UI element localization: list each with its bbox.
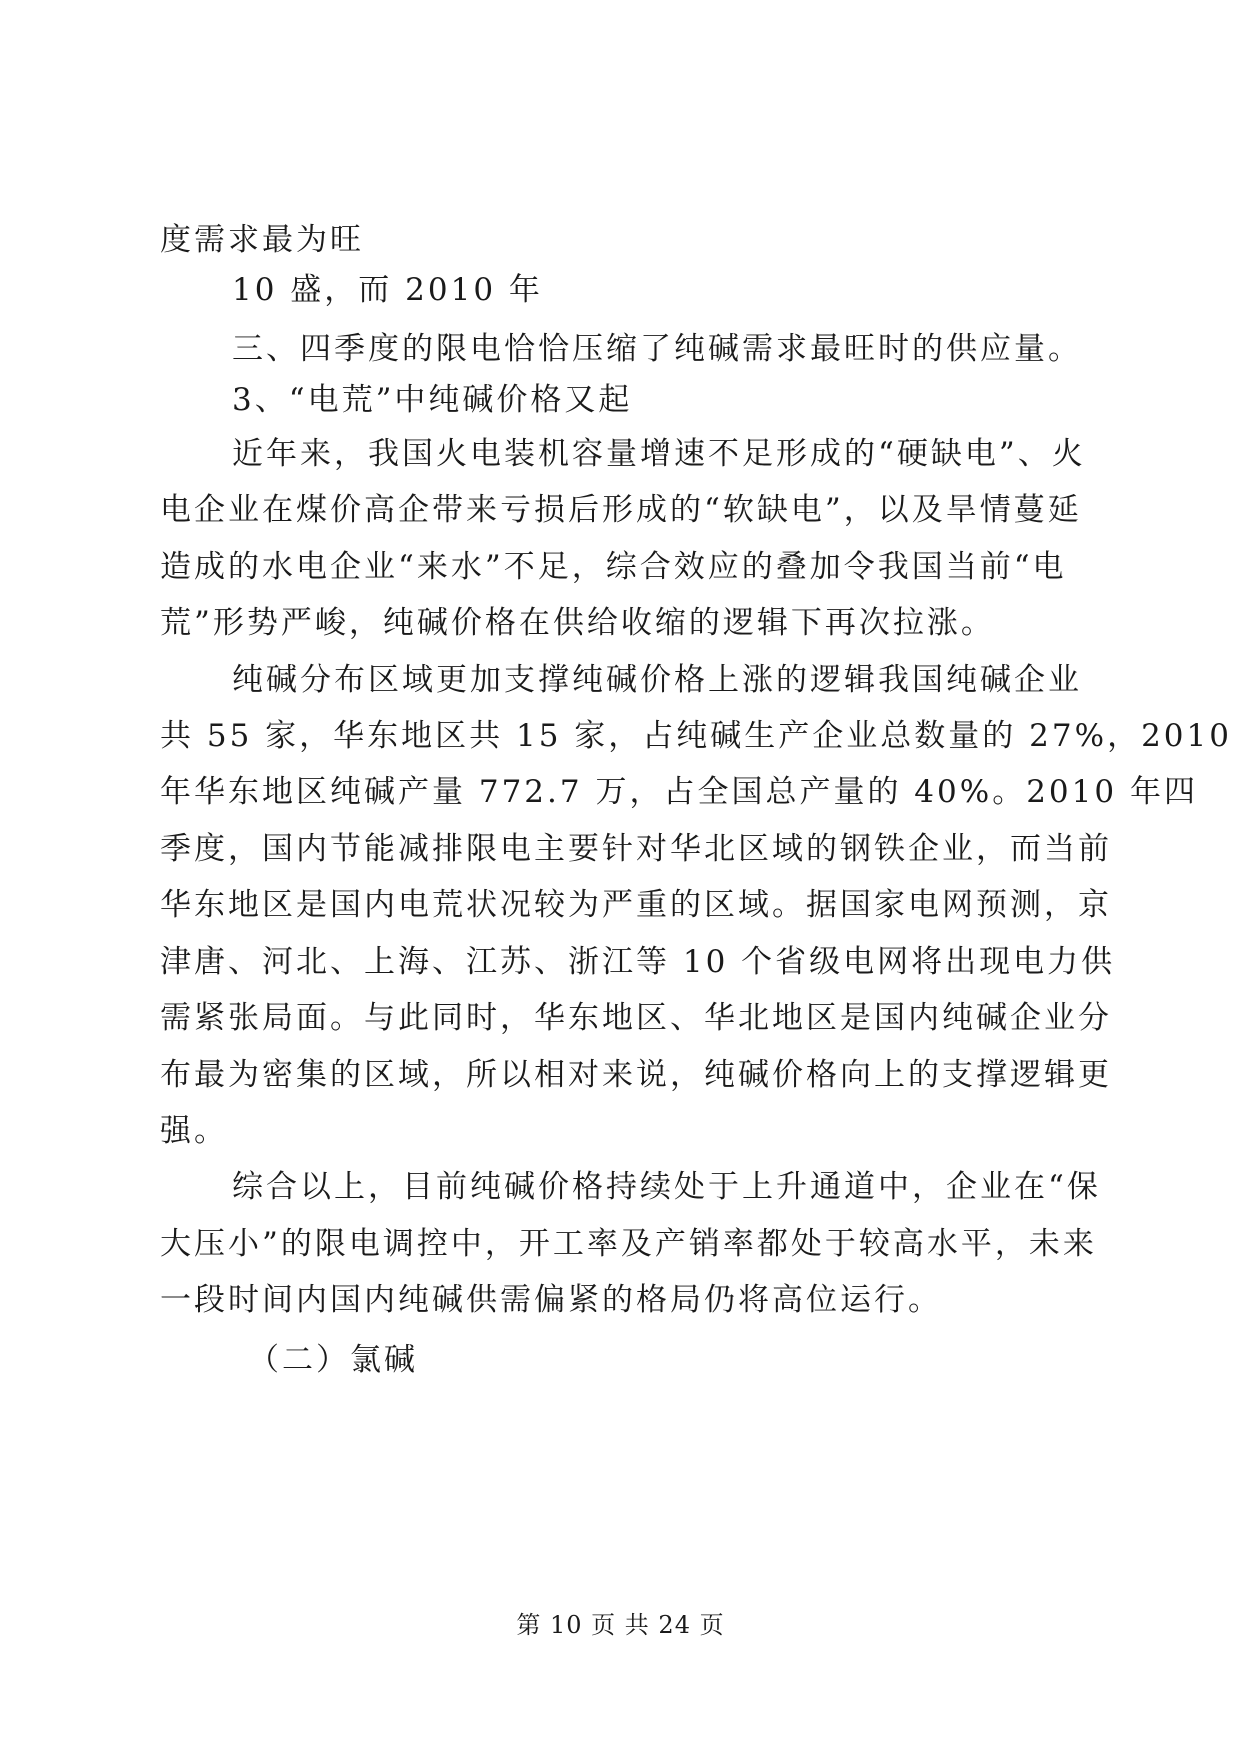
paragraph-line: 一段时间内国内纯碱供需偏紧的格局仍将高位运行。 bbox=[160, 1282, 942, 1318]
paragraph-line: 强。 bbox=[160, 1113, 228, 1149]
paragraph-line: 荒”形势严峻，纯碱价格在供给收缩的逻辑下再次拉涨。 bbox=[160, 605, 995, 641]
paragraph-line: 共 55 家，华东地区共 15 家，占纯碱生产企业总数量的 27%，2010 bbox=[160, 718, 1232, 754]
paragraph-line: 综合以上，目前纯碱价格持续处于上升通道中，企业在“保 bbox=[232, 1169, 1101, 1205]
paragraph-line: 需紧张局面。与此同时，华东地区、华北地区是国内纯碱企业分 bbox=[160, 1000, 1112, 1036]
page-number-footer: 第 10 页 共 24 页 bbox=[516, 1611, 725, 1639]
paragraph-line: 华东地区是国内电荒状况较为严重的区域。据国家电网预测，京 bbox=[160, 887, 1112, 923]
paragraph-line: 季度，国内节能减排限电主要针对华北区域的钢铁企业，而当前 bbox=[160, 831, 1112, 867]
paragraph-line: 纯碱分布区域更加支撑纯碱价格上涨的逻辑我国纯碱企业 bbox=[232, 662, 1082, 698]
paragraph-line: 大压小”的限电调控中，开工率及产销率都处于较高水平，未来 bbox=[160, 1226, 1097, 1262]
paragraph-line: 度需求最为旺 bbox=[160, 222, 364, 258]
paragraph-line: 电企业在煤价高企带来亏损后形成的“软缺电”，以及旱情蔓延 bbox=[160, 492, 1082, 528]
paragraph-line: 造成的水电企业“来水”不足，综合效应的叠加令我国当前“电 bbox=[160, 549, 1067, 585]
paragraph-line: 年华东地区纯碱产量 772.7 万，占全国总产量的 40%。2010 年四 bbox=[160, 774, 1198, 810]
paragraph-line: 10 盛，而 2010 年 bbox=[232, 272, 543, 308]
paragraph-line: 近年来，我国火电装机容量增速不足形成的“硬缺电”、火 bbox=[232, 436, 1086, 472]
section-heading: 3、“电荒”中纯碱价格又起 bbox=[232, 382, 633, 418]
paragraph-line: 三、四季度的限电恰恰压缩了纯碱需求最旺时的供应量。 bbox=[232, 331, 1082, 367]
paragraph-line: 津唐、河北、上海、江苏、浙江等 10 个省级电网将出现电力供 bbox=[160, 944, 1116, 980]
section-heading: （二）氯碱 bbox=[248, 1342, 418, 1378]
paragraph-line: 布最为密集的区域，所以相对来说，纯碱价格向上的支撑逻辑更 bbox=[160, 1057, 1112, 1093]
